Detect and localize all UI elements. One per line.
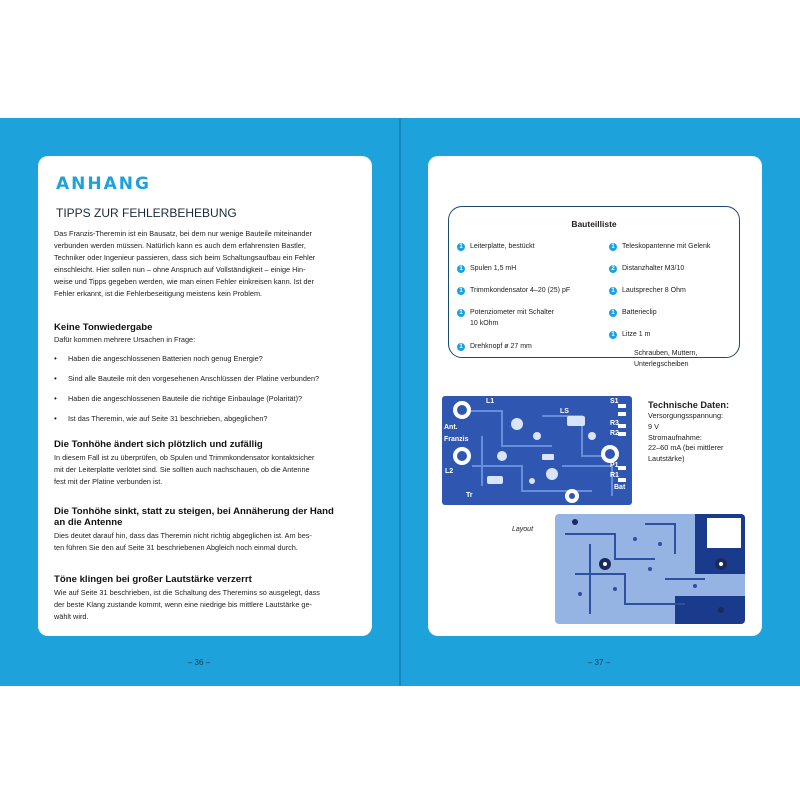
section-paragraph	[54, 530, 358, 554]
page-heading: ANHANG	[56, 174, 151, 194]
book-spread	[0, 118, 800, 686]
section-title-toene-verzerrt: Töne klingen bei großer Lautstärke verzerrt	[54, 574, 252, 585]
part-name: Schrauben, Muttern, Unterlegscheiben	[634, 350, 698, 368]
left-page	[38, 156, 372, 636]
text-line: ten führen Sie den auf Seite 31 beschriebenen Abgleich noch einmal durch.	[54, 542, 298, 552]
section-paragraph	[54, 587, 358, 623]
part-name: Distanzhalter M3/10	[622, 265, 685, 272]
list-item: • Haben die angeschlossenen Bauteile die richtige Einbaulage (Polarität)?	[54, 394, 303, 403]
text-line: wählt wird.	[54, 611, 89, 621]
text-line: der beste Klang zustande kommt, wenn eine niedrige bis mittlere Lautstärke ge-	[54, 599, 312, 609]
pcb-label: Ant.	[444, 424, 458, 431]
part-name: Litze 1 m	[622, 331, 651, 338]
pcb-label: P1	[610, 462, 619, 469]
pcb-label: LS	[560, 408, 569, 415]
parts-list-item-extra	[621, 348, 697, 370]
layout-caption: Layout	[512, 526, 534, 533]
part-name: Potenziometer mit Schalter 10 kOhm	[470, 309, 555, 327]
pcb-label: Tr	[466, 492, 473, 499]
pcb-illustration	[442, 396, 632, 505]
text-line: Techniker oder Ingenieur passieren, dass sich beim Schaltungsaufbau ein Fehler	[54, 252, 316, 262]
parts-list-item	[457, 285, 570, 298]
section-title-keine-tonwiedergabe: Keine Tonwiedergabe	[54, 322, 153, 333]
text-line: Die Tonhöhe sinkt, statt zu steigen, bei Annäherung der Hand	[54, 506, 334, 517]
text-line: an die Antenne	[54, 517, 123, 528]
pcb-label: Franzis	[444, 436, 469, 443]
book-gutter	[399, 118, 401, 686]
text-line: einschleicht. Hier sollen nun – ohne Anspruch auf Vollständigkeit – einige Hin-	[54, 264, 306, 274]
pcb-label: R3	[610, 420, 619, 427]
list-item: • Sind alle Bauteile mit den vorgesehenen Anschlüssen der Platine verbunden?	[54, 374, 320, 383]
page-number-left: – 36 –	[187, 658, 211, 667]
part-name: Spulen 1,5 mH	[470, 265, 517, 272]
parts-list-item	[457, 341, 532, 354]
parts-list-item	[609, 241, 710, 254]
text-line: mit der Leiterplatte verlötet sind. Sie sollten auch nachschauen, ob die Antenne	[54, 464, 310, 474]
part-name: Trimmkondensator 4–20 (25) pF	[470, 287, 571, 294]
section-title-tonhoehe-aendert: Die Tonhöhe ändert sich plötzlich und zufällig	[54, 439, 263, 450]
text-line: Wie auf Seite 31 beschrieben, ist die Schaltung des Theremins so ausgelegt, dass	[54, 588, 320, 597]
quantity-badge: 1	[609, 307, 622, 320]
list-item: • Ist das Theremin, wie auf Seite 31 beschrieben, abgeglichen?	[54, 414, 268, 423]
parts-list-item	[609, 285, 686, 298]
quantity-badge: 1	[609, 329, 622, 342]
list-item-text: Haben die angeschlossenen Batterien noch genug Energie?	[68, 354, 263, 363]
pcb-layout-illustration	[555, 514, 745, 624]
section-paragraph	[54, 452, 358, 488]
quantity-badge: 1	[457, 263, 470, 276]
text-line: Dies deutet darauf hin, dass das Theremin nicht richtig abgeglichen ist. Am bes-	[54, 531, 312, 540]
quantity-badge: 1	[609, 285, 622, 298]
text-line: verbunden werden müssen. Natürlich kann es auch dem erfahrensten Bastler,	[54, 240, 306, 250]
parts-list-title: Bauteilliste	[571, 219, 617, 229]
list-item-text: Ist das Theremin, wie auf Seite 31 beschrieben, abgeglichen?	[68, 414, 268, 423]
pcb-label: L1	[486, 398, 495, 405]
part-name: Leiterplatte, bestückt	[470, 243, 535, 250]
page-subheading: TIPPS ZUR FEHLERBEHEBUNG	[56, 206, 237, 220]
quantity-badge: 1	[457, 341, 470, 354]
text-line: Versorgungsspannung:	[648, 411, 724, 420]
text-line: weise und Tipps gegeben werden, wie man einen Fehler einkreisen kann. Ist der	[54, 276, 315, 286]
quantity-badge: 1	[609, 241, 622, 254]
page-number-right: – 37 –	[587, 658, 611, 667]
text-line: 22–60 mA (bei mittlerer	[648, 443, 724, 453]
part-name: Teleskopantenne mit Gelenk	[622, 243, 711, 250]
pcb-label: R2	[610, 430, 619, 437]
list-item-text: Sind alle Bauteile mit den vorgesehenen Anschlüssen der Platine verbunden?	[68, 374, 320, 383]
text-line: In diesem Fall ist zu überprüfen, ob Spulen und Trimmkondensator kontaktsicher	[54, 453, 315, 462]
pcb-label: S1	[610, 398, 619, 405]
pcb-label: L2	[445, 468, 454, 475]
pcb-label: R1	[610, 472, 619, 479]
pcb-label: Bat	[614, 484, 626, 491]
right-page	[428, 156, 762, 636]
quantity-badge: 1	[457, 307, 470, 320]
text-line: Fehler erkannt, ist die Fehlerbeseitigung meistens kein Problem.	[54, 288, 263, 298]
part-name: Batterieclip	[622, 309, 657, 316]
text-line: 9 V	[648, 421, 659, 431]
parts-list-item	[457, 241, 535, 254]
text-line: fest mit der Platine verbunden ist.	[54, 476, 163, 486]
pcb-photo	[442, 396, 632, 505]
text-line: Lautstärke)	[648, 454, 685, 464]
pcb-layout-image	[555, 514, 745, 624]
intro-paragraph	[54, 228, 358, 299]
technical-data	[648, 399, 758, 465]
quantity-badge: 1	[457, 285, 470, 298]
parts-list-box	[448, 206, 740, 358]
technical-data-title: Technische Daten:	[648, 400, 730, 410]
quantity-badge: 2	[609, 263, 622, 276]
parts-list-item	[609, 329, 650, 342]
text-line: Stromaufnahme:	[648, 432, 702, 442]
parts-list-item	[457, 307, 554, 329]
quantity-badge: 1	[457, 241, 470, 254]
part-name: Drehknopf ø 27 mm	[470, 343, 532, 350]
list-item-text: Haben die angeschlossenen Bauteile die richtige Einbaulage (Polarität)?	[68, 394, 303, 403]
parts-list-item	[609, 263, 684, 276]
parts-list-item	[457, 263, 516, 276]
list-item: • Haben die angeschlossenen Batterien noch genug Energie?	[54, 354, 263, 363]
parts-list-item	[609, 307, 657, 320]
section-lead: Dafür kommen mehrere Ursachen in Frage:	[54, 335, 196, 344]
text-line: Das Franzis-Theremin ist ein Bausatz, bei dem nur wenige Bauteile miteinander	[54, 229, 312, 238]
section-title-tonhoehe-sinkt	[54, 506, 358, 528]
bullet-list	[54, 354, 358, 424]
part-name: Lautsprecher 8 Ohm	[622, 287, 686, 294]
